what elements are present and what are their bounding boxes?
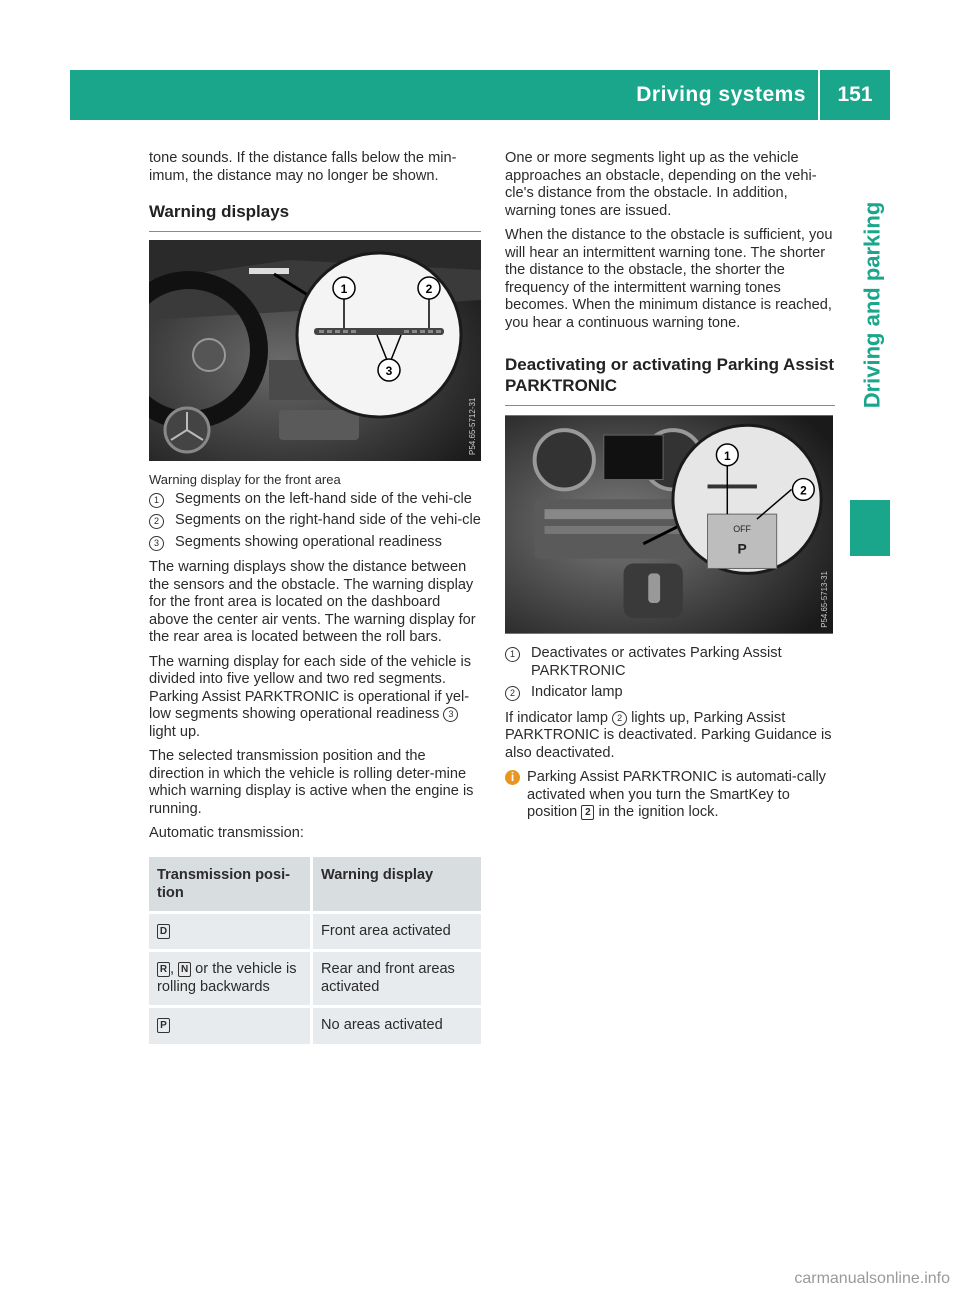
table-cell: No areas activated xyxy=(312,1007,482,1044)
info-note xyxy=(505,769,835,822)
left-column xyxy=(149,150,481,1044)
marker-2: 2 xyxy=(425,282,433,296)
paragraph: If indicator lamp 2 lights up, Parking Assist PARKTRONIC is deactivated. Parking Guidance is also deactivated. xyxy=(505,709,832,761)
gear-key: P xyxy=(157,1018,170,1033)
legend-text: Indicator lamp xyxy=(531,684,623,700)
page-number: 151 xyxy=(837,83,873,106)
side-tab-label xyxy=(852,120,892,490)
legend-item xyxy=(505,645,835,680)
table-row xyxy=(149,1007,481,1044)
paragraph: Automatic transmission: xyxy=(149,825,304,841)
table-cell: Rear and front areas activated xyxy=(312,951,482,1007)
button-off-label: OFF xyxy=(733,523,751,534)
side-tab-block xyxy=(850,500,890,556)
marker-3: 3 xyxy=(385,364,393,378)
paragraph: The warning displays show the distance between the sensors and the obstacle. The warning display for the front area is located on the dashboard above the center air vents. The warning display for the rear area is located between the roll bars. xyxy=(149,559,476,645)
legend-number: 3 xyxy=(149,536,164,551)
warning-display-photo xyxy=(149,240,481,461)
legend-item xyxy=(505,684,835,702)
table-header: Warning display xyxy=(312,857,482,913)
info-icon: i xyxy=(505,770,520,785)
transmission-table xyxy=(149,857,481,1044)
watermark: carmanualsonline.info xyxy=(794,1270,950,1287)
right-column xyxy=(505,150,835,822)
legend-item xyxy=(149,534,481,552)
table-row: R , N or the vehicle is rolling backwards Rear and front areas activated xyxy=(149,951,481,1007)
marker-2: 2 xyxy=(800,483,807,498)
heading-warning-displays: Warning displays xyxy=(149,201,481,232)
ignition-position-key: 2 xyxy=(581,805,594,820)
left-intro: tone sounds. If the distance falls below the min-imum, the distance may no longer be shown. xyxy=(149,150,457,184)
parktronic-button-photo xyxy=(505,414,833,635)
legend-item xyxy=(149,512,481,530)
gear-key: N xyxy=(178,962,191,977)
marker-1: 1 xyxy=(723,448,731,463)
inline-ref: 2 xyxy=(612,711,627,726)
legend-text: Segments on the left-hand side of the vehi-cle xyxy=(175,490,472,507)
legend-number: 2 xyxy=(149,514,164,529)
section-title: Driving systems xyxy=(636,70,820,120)
marker-1: 1 xyxy=(340,282,348,296)
legend-number: 1 xyxy=(149,493,164,508)
button-parking-label: P xyxy=(737,540,747,557)
figure-caption: Warning display for the front area xyxy=(149,472,341,487)
figure-code: P54.65-5712-31 xyxy=(468,397,477,455)
heading-deactivating: Deactivating or activating Parking Assist PARKTRONIC xyxy=(505,354,835,406)
legend-number: 2 xyxy=(505,686,520,701)
legend-text: Deactivates or activates Parking Assist PARKTRONIC xyxy=(531,645,782,679)
table-cell: Front area activated xyxy=(312,912,482,951)
table-header: Transmission posi-tion xyxy=(149,857,312,913)
table-row xyxy=(149,912,481,951)
inline-ref: 3 xyxy=(443,707,458,722)
paragraph: One or more segments light up as the vehicle approaches an obstacle, depending on the vehi-cle's distance from the obstacle. In addition, warning tones are issued. xyxy=(505,150,817,219)
gear-key: D xyxy=(157,924,170,939)
info-text: Parking Assist PARKTRONIC is automati-cally activated when you turn the SmartKey to position 2 in the ignition lock. xyxy=(527,769,826,820)
side-tab-text: Driving and parking xyxy=(859,201,884,409)
legend-text: Segments on the right-hand side of the vehi-cle xyxy=(175,512,481,528)
paragraph: When the distance to the obstacle is sufficient, you will hear an intermittent warning tone. The shorter the distance to the obstacle, the shorter the frequency of the intermittent warning tones becomes. When the minimum distance is reached, you hear a continuous warning tone. xyxy=(505,227,833,331)
legend-text: Segments showing operational readiness xyxy=(175,533,442,550)
paragraph: The selected transmission position and the direction in which the vehicle is rolling deter-mine which warning display is active when the engine is running. xyxy=(149,748,474,817)
gear-key: R xyxy=(157,962,170,977)
paragraph: The warning display for each side of the vehicle is divided into five yellow and two red segments. Parking Assist PARKTRONIC is operational if yel-low segments showing operational readiness 3 light up. xyxy=(149,653,472,740)
legend-number: 1 xyxy=(505,647,520,662)
header-bar xyxy=(70,70,890,120)
legend-item xyxy=(149,491,481,509)
figure-code: P54.65-5713-31 xyxy=(820,571,830,628)
